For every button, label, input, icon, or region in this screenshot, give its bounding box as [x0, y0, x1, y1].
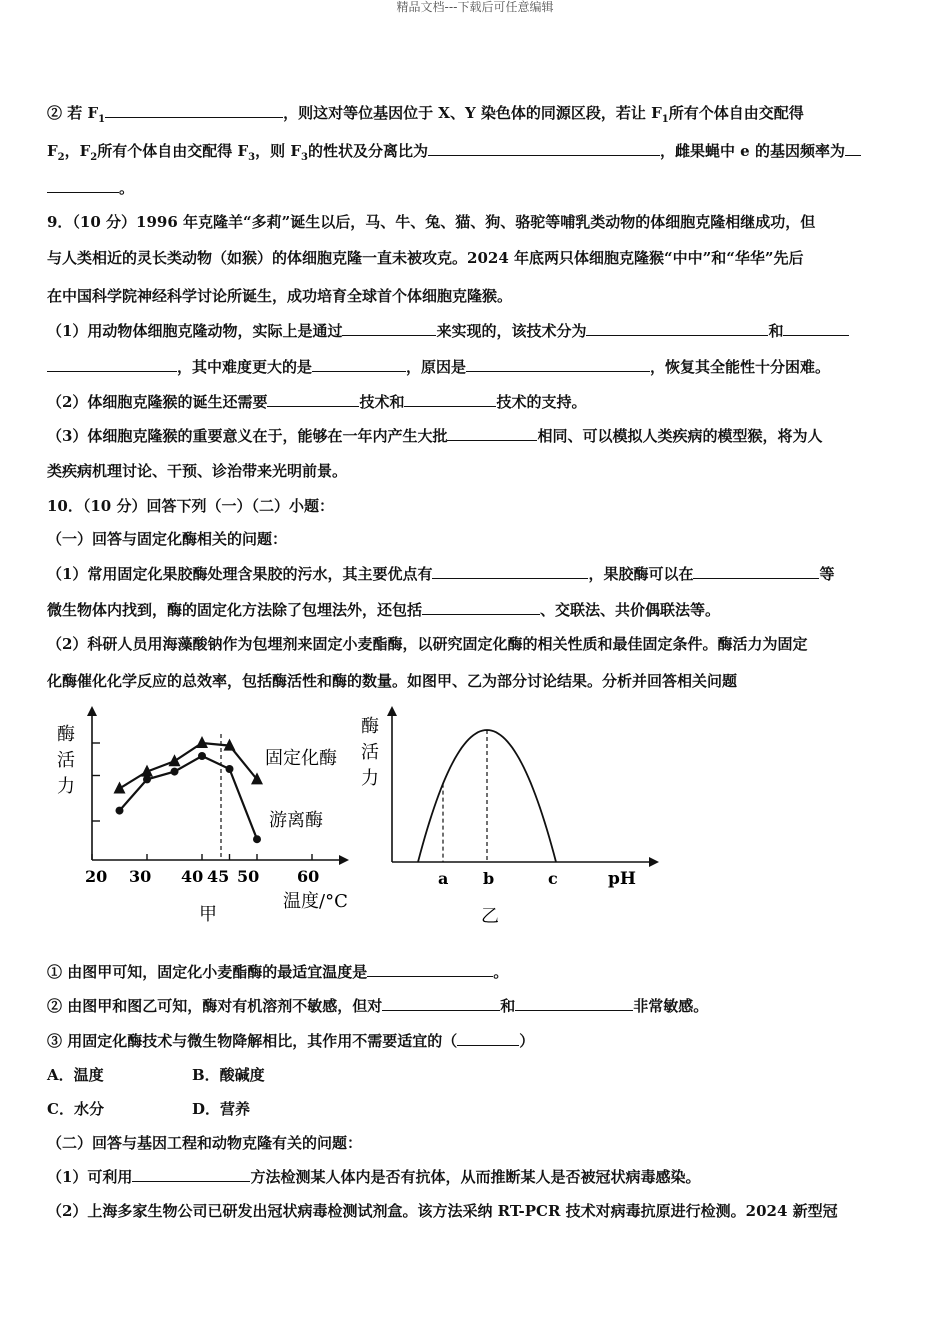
q10-line-3 [47, 563, 834, 584]
q10-line-2: （一）回答与固定化酶相关的问题： [47, 530, 288, 548]
text: ，其中难度更大的是 [177, 358, 313, 376]
text: 等 [819, 565, 835, 583]
jia-x-arrow [339, 855, 349, 865]
part2-heading: （二）回答与基因工程和动物克隆有关的问题： [47, 1134, 363, 1152]
q9-line-2: 与人类相近的灵长类动物（如猴）的体细胞克隆一直未被攻克。2024 年底两只体细胞克隆猴“中中”和“华华”先后 [47, 249, 804, 267]
jia-legend-free: 游离酶 [269, 810, 323, 831]
q10-line-5: （2）科研人员用海藻酸钠作为包埋剂来固定小麦酯酶，以研究固定化酶的相关性质和最佳固定条件。酶活力为固定 [47, 635, 808, 653]
yi-caption: 乙 [481, 906, 499, 927]
sub: 2 [57, 152, 65, 163]
jia-point-fixed [196, 736, 208, 748]
option-b[interactable]: B．酸碱度 [192, 1066, 265, 1084]
q9-line-7 [47, 425, 822, 446]
text: 来实现的，该技术分为 [436, 322, 587, 340]
jia-point-free [116, 807, 124, 815]
option-d[interactable]: D．营养 [192, 1100, 251, 1118]
sub: 3 [248, 152, 256, 163]
jia-point-fixed [169, 754, 181, 766]
text: ） [519, 1032, 535, 1050]
text: F [47, 142, 58, 160]
jia-point-free [143, 775, 151, 783]
part2-q2: （2）上海多家生物公司已研发出冠状病毒检测试剂盒。该方法采纳 RT-PCR 技术对病毒抗原进行检测。2024 新型冠 [47, 1202, 838, 1220]
text: 技术和 [359, 393, 405, 411]
sub-q3 [47, 1030, 534, 1051]
jia-tick-labels [85, 867, 319, 886]
line-f2 [47, 140, 861, 168]
blank[interactable] [404, 391, 496, 407]
text: 和 [500, 997, 516, 1015]
jia-ylabel-3: 力 [57, 776, 75, 797]
jia-xlabel: 温度/°C [283, 891, 348, 912]
text: （1）用动物体细胞克隆动物，实际上是通过 [47, 322, 343, 340]
text: （2）体细胞克隆猴的诞生还需要 [47, 393, 268, 411]
text: 技术的支持。 [496, 393, 587, 411]
text: 所有个体自由交配得 F [97, 142, 249, 160]
blank[interactable] [447, 425, 537, 441]
sub: 1 [98, 114, 106, 125]
option-c[interactable]: C．水分 [47, 1100, 104, 1118]
text: ② 由图甲和图乙可知，酶对有机溶剂不敏感，但对 [47, 997, 383, 1015]
text: ，恢复其全能性十分困难。 [650, 358, 831, 376]
blank[interactable] [132, 1166, 250, 1182]
jia-tick-label-20: 20 [85, 867, 108, 886]
q9-line-1: 9．（10 分）1996 年克隆羊“多莉”诞生以后，马、牛、兔、猫、狗、骆驼等哺乳类动物的体细胞克隆相继成功，但 [47, 213, 816, 231]
yi-tick-a: a [438, 869, 449, 888]
text: ① 由图甲可知，固定化小麦酯酶的最适宜温度是 [47, 963, 368, 981]
text: （1）可利用 [47, 1168, 133, 1186]
text: 。 [119, 179, 135, 197]
blank[interactable] [428, 140, 660, 156]
yi-ylabel-1: 酶 [361, 716, 379, 737]
jia-tick-label-30: 30 [129, 867, 152, 886]
blank[interactable] [422, 599, 540, 615]
text: 微生物体内找到，酶的固定化方法除了包埋法外，还包括 [47, 601, 423, 619]
jia-series-free-line [120, 756, 258, 839]
blank[interactable] [267, 391, 359, 407]
line-3 [47, 177, 134, 198]
jia-ylabel-1: 酶 [57, 724, 75, 745]
jia-point-free [198, 752, 206, 760]
blank[interactable] [457, 1030, 519, 1046]
graph-yi [361, 706, 659, 927]
jia-caption: 甲 [199, 904, 217, 925]
yi-y-arrow [387, 706, 397, 716]
yi-xlabel: pH [608, 869, 636, 889]
blank[interactable] [382, 995, 500, 1011]
page-header: 精品文档---下载后可任意编辑 [396, 0, 554, 14]
text: （3）体细胞克隆猴的重要意义在于，能够在一年内产生大批 [47, 427, 448, 445]
graph-jia [57, 706, 349, 925]
text: ，雌果蝇中 e 的基因频率为 [659, 142, 845, 160]
q10-line-4 [47, 599, 720, 620]
blank[interactable] [845, 140, 861, 156]
blank[interactable] [312, 356, 406, 372]
jia-point-free [171, 768, 179, 776]
blank[interactable] [47, 356, 177, 372]
blank[interactable] [466, 356, 650, 372]
q9-line-5 [47, 356, 830, 377]
blank[interactable] [105, 102, 283, 118]
jia-tick-label-50: 50 [237, 867, 260, 886]
text: ，则这对等位基因位于 X、Y 染色体的同源区段，若让 F [283, 104, 662, 122]
jia-point-fixed [114, 782, 126, 794]
jia-ylabel-2: 活 [57, 750, 75, 771]
blank[interactable] [693, 563, 819, 579]
blank[interactable] [342, 320, 436, 336]
text: ，果胶酶可以在 [588, 565, 694, 583]
text: ，则 F [255, 142, 301, 160]
sub: 2 [90, 152, 98, 163]
blank[interactable] [515, 995, 633, 1011]
part2-q1 [47, 1166, 700, 1187]
blank[interactable] [783, 320, 849, 336]
blank[interactable] [432, 563, 588, 579]
jia-series-fixed-line [120, 743, 258, 789]
blank[interactable] [586, 320, 768, 336]
sub: 1 [661, 114, 669, 125]
text: 相同、可以模拟人类疾病的模型猴，将为人 [537, 427, 823, 445]
q10-line-1: 10．（10 分）回答下列（一）（二）小题： [47, 497, 334, 515]
sub: 3 [300, 152, 308, 163]
q10-line-6: 化酶催化化学反应的总效率，包括酶活性和酶的数量。如图甲、乙为部分讨论结果。分析并回答相关问题 [47, 672, 738, 690]
text: 方法检测某人体内是否有抗体，从而推断某人是否被冠状病毒感染。 [250, 1168, 701, 1186]
jia-point-free [253, 835, 261, 843]
yi-plot [418, 730, 556, 862]
jia-tick-label-60: 60 [297, 867, 320, 886]
sub-q2 [47, 995, 708, 1016]
text: 的性状及分离比为 [307, 142, 428, 160]
text: 、交联法、共价偶联法等。 [540, 601, 721, 619]
text: ② 若 F [47, 104, 99, 122]
jia-point-free [226, 765, 234, 773]
q9-line-4 [47, 320, 849, 341]
text: ，F [64, 142, 91, 160]
yi-tick-b: b [483, 869, 495, 888]
jia-legend-fixed: 固定化酶 [265, 748, 337, 769]
sub-q1 [47, 961, 508, 982]
q9-line-3: 在中国科学院神经科学讨论所诞生，成功培育全球首个体细胞克隆猴。 [47, 287, 513, 305]
blank[interactable] [367, 961, 493, 977]
yi-x-arrow [649, 857, 659, 867]
blank[interactable] [47, 177, 119, 193]
yi-tick-c: c [548, 869, 558, 888]
jia-y-arrow [87, 706, 97, 716]
q9-line-8: 类疾病机理讨论、干预、诊治带来光明前景。 [47, 462, 348, 480]
jia-tick-label-45: 45 [207, 867, 230, 886]
line-f1 [47, 102, 804, 130]
enzyme-figures [45, 702, 665, 932]
yi-ylabel-2: 活 [361, 742, 379, 763]
text: ，原因是 [406, 358, 467, 376]
yi-ylabel-3: 力 [361, 768, 379, 789]
jia-tick-label-40: 40 [181, 867, 204, 886]
q9-line-6 [47, 391, 586, 412]
jia-plot [114, 736, 264, 843]
text: 非常敏感。 [633, 997, 709, 1015]
text: 。 [493, 963, 509, 981]
text: 所有个体自由交配得 [668, 104, 804, 122]
option-a[interactable]: A．温度 [47, 1066, 104, 1084]
text: 和 [768, 322, 784, 340]
text: ③ 用固定化酶技术与微生物降解相比，其作用不需要适宜的（ [47, 1032, 458, 1050]
text: （1）常用固定化果胶酶处理含果胶的污水，其主要优点有 [47, 565, 433, 583]
